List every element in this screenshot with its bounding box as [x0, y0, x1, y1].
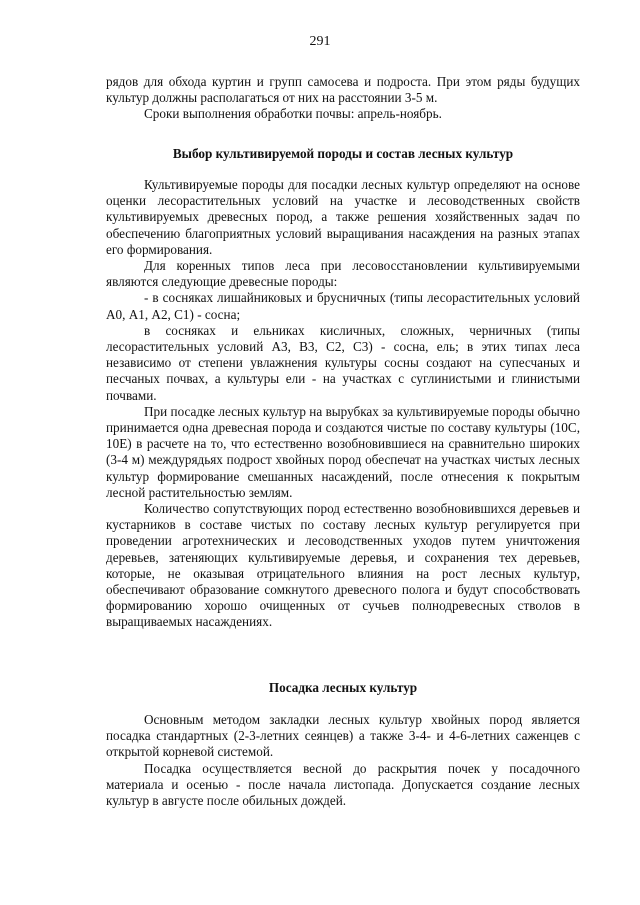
section-body: [106, 177, 580, 631]
paragraph: Основным методом закладки лесных культур хвойных пород является посадка стандартных (2-3-летних сеянцев) а также 3-4- и 4-6-летних саженцев с открытой корневой системой.: [106, 712, 580, 760]
section-heading: Посадка лесных культур: [268, 680, 418, 695]
section-heading: Выбор культивируемой породы и состав лесных культур: [172, 146, 514, 161]
paragraph: Посадка осуществляется весной до раскрытия почек у посадочного материала и осенью - после начала листопада. Допускается создание лесных культур в августе после обильных дождей.: [106, 760, 580, 809]
paragraph: в сосняках и ельниках кисличных, сложных, черничных (типы лесорастительных условий А3, В3, С2, С3) - сосна, ель; в этих типах леса независимо от степени увлажнения культуры сосны создают на супесчаных и песчаных почвах, а культуры ели - на участках с суглинистыми и глинистыми почвами.: [106, 322, 580, 403]
paragraph: Сроки выполнения обработки почвы: апрель-ноябрь.: [144, 106, 442, 122]
paragraph: Количество сопутствующих пород естественно возобновившихся деревьев и кустарников в составе чистых по составу лесных культур регулируется при проведении агротехнических и лесоводственных уходов путем уничтожения деревьев, затеняющих культивируемые деревья, и сохранения тех деревьев, которые, не оказывая отрицательного влияния на рост лесных культур, обеспечивают образование сомкнутого древесного полога и будут способствовать формированию хорошо очищенных от сучьев полнодревесных стволов в выращиваемых насаждениях.: [106, 501, 580, 630]
paragraph: Для коренных типов леса при лесовосстановлении культивируемыми являются следующие древесные породы:: [106, 258, 580, 290]
intro-text: [106, 74, 580, 123]
page-number: 291: [309, 34, 331, 49]
paragraph: - в сосняках лишайниковых и брусничных (типы лесорастительных условий А0, А1, А2, С1) - сосна;: [106, 290, 580, 322]
paragraph: Культивируемые породы для посадки лесных культур определяют на основе оценки лесорастительных условий на участке и лесоводственных свойств культивируемых древесных пород, а также решения хозяйственных задач по обеспечению благоприятных условий выращивания насаждения на разных этапах его формирования.: [106, 177, 580, 257]
section-body: [106, 712, 580, 809]
paragraph: При посадке лесных культур на вырубках за культивируемые породы обычно принимается одна древесная порода и создаются чистые по составу культуры (10С, 10Е) в расчете на то, что естественно возобновившиеся на сравнительно широких (3-4 м) междурядьях подрост хвойных пород обеспечат на участках чистых лесных культур формирование смешанных насаждений, после отнесения к покрытым лесной растительностью землям.: [106, 403, 580, 500]
paragraph: рядов для обхода куртин и групп самосева и подроста. При этом ряды будущих культур должны располагаться от них на расстоянии 3-5 м.: [106, 74, 580, 106]
